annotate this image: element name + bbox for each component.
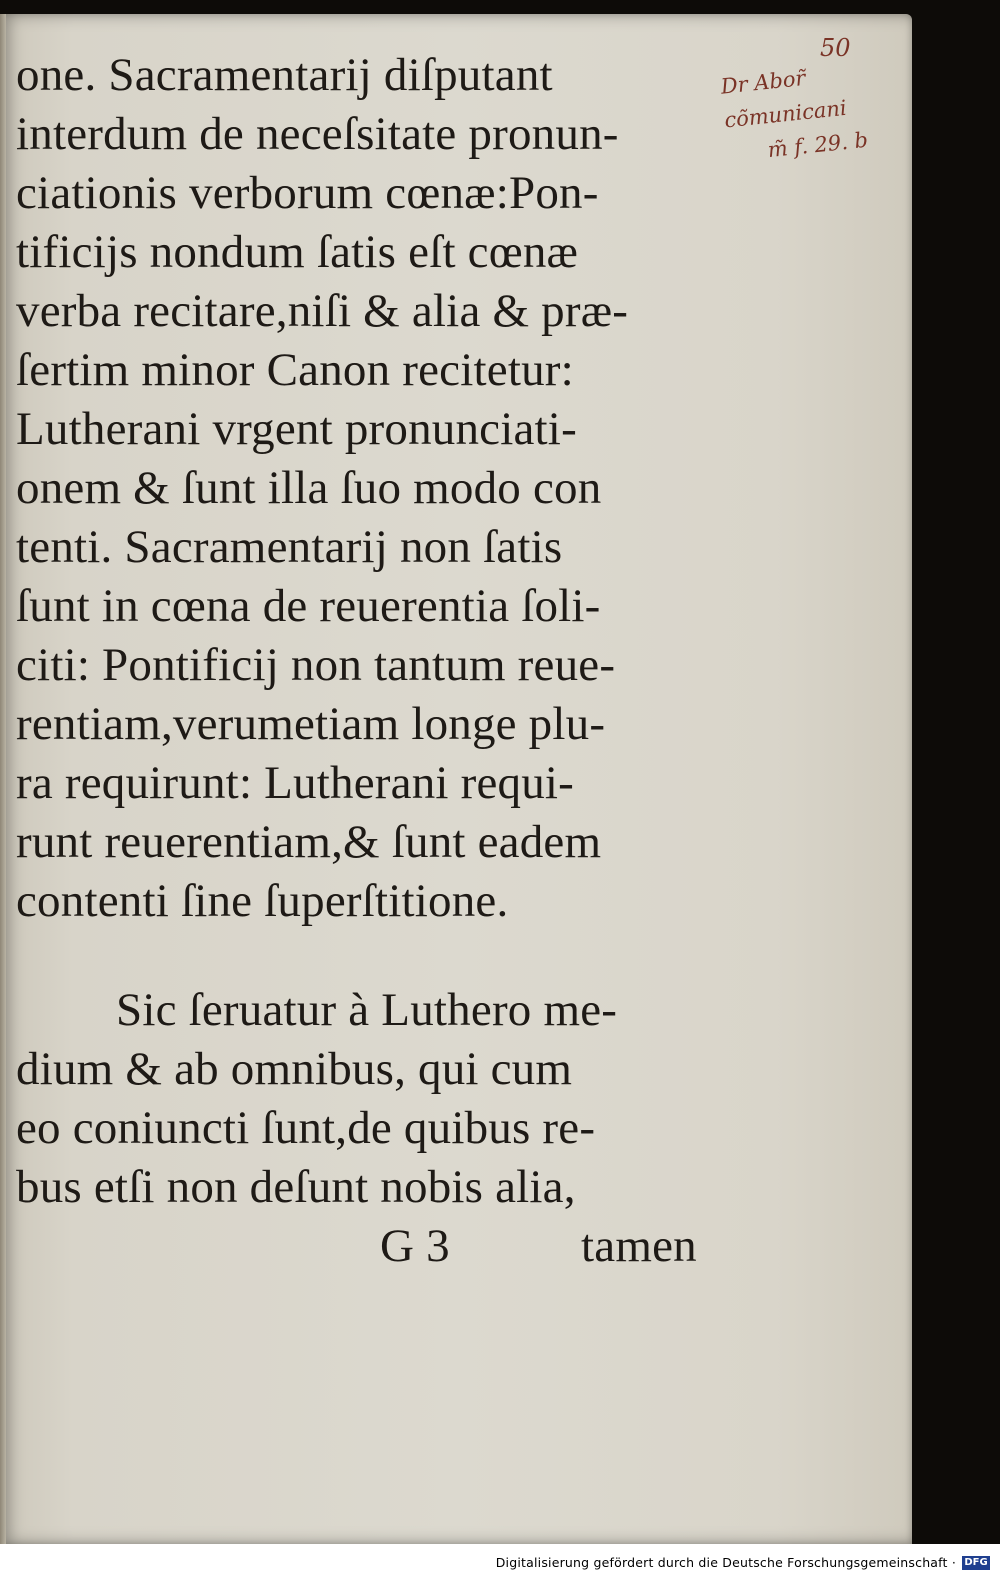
text-line: tenti. Sacramentarij non ſatis xyxy=(16,521,563,573)
main-text-block xyxy=(16,46,726,1276)
text-line: contenti ſine ſuperſtitione. xyxy=(16,875,509,927)
text-line: onem & ſunt illa ſuo modo con xyxy=(16,462,602,514)
catchword: tamen xyxy=(581,1220,697,1272)
text-line: eo coniuncti ſunt,de quibus re- xyxy=(16,1102,596,1154)
text-line: runt reuerentiam,& ſunt eadem xyxy=(16,816,602,868)
text-line: ſertim minor Canon recitetur: xyxy=(16,344,574,396)
footer-bar xyxy=(0,1544,1000,1578)
marginal-note-line: m̃ f. 29. b xyxy=(766,127,869,163)
text-line: rentiam,verumetiam longe plu- xyxy=(16,698,606,750)
text-line: interdum de neceſsitate pronun- xyxy=(16,108,619,160)
marginal-note-line: cõmunicani xyxy=(723,95,848,133)
text-line: Sic ſeruatur à Luthero me- xyxy=(116,984,618,1036)
text-line: dium & ab omnibus, qui cum xyxy=(16,1043,573,1095)
text-line: one. Sacramentarij diſputant xyxy=(16,49,553,101)
text-line: bus etſi non deſunt nobis alia, xyxy=(16,1161,576,1213)
folio-number: 50 xyxy=(820,34,851,62)
text-line: ciationis verborum cœnæ:Pon- xyxy=(16,167,599,219)
signature-mark: G 3 xyxy=(380,1220,450,1272)
funding-notice: Digitalisierung gefördert durch die Deutsche Forschungsgemeinschaft · xyxy=(495,1555,956,1570)
text-line: tificijs nondum ſatis eſt cœnæ xyxy=(16,226,579,278)
catchline xyxy=(16,1217,726,1276)
text-line: ſunt in cœna de reuerentia ſoli- xyxy=(16,580,601,632)
dfg-logo-icon: DFG xyxy=(962,1556,990,1570)
marginal-note-line: Dr Abor̃ xyxy=(719,65,807,99)
text-line: citi: Pontificij non tantum reue- xyxy=(16,639,616,691)
page-gutter-edge xyxy=(0,14,6,1544)
text-line: ra requirunt: Lutherani requi- xyxy=(16,757,575,809)
text-line: verba recitare,niſi & alia & præ- xyxy=(16,285,629,337)
handwritten-marginalia xyxy=(716,20,919,171)
text-line: Lutherani vrgent pronunciati- xyxy=(16,403,577,455)
paragraph-gap xyxy=(16,931,726,981)
